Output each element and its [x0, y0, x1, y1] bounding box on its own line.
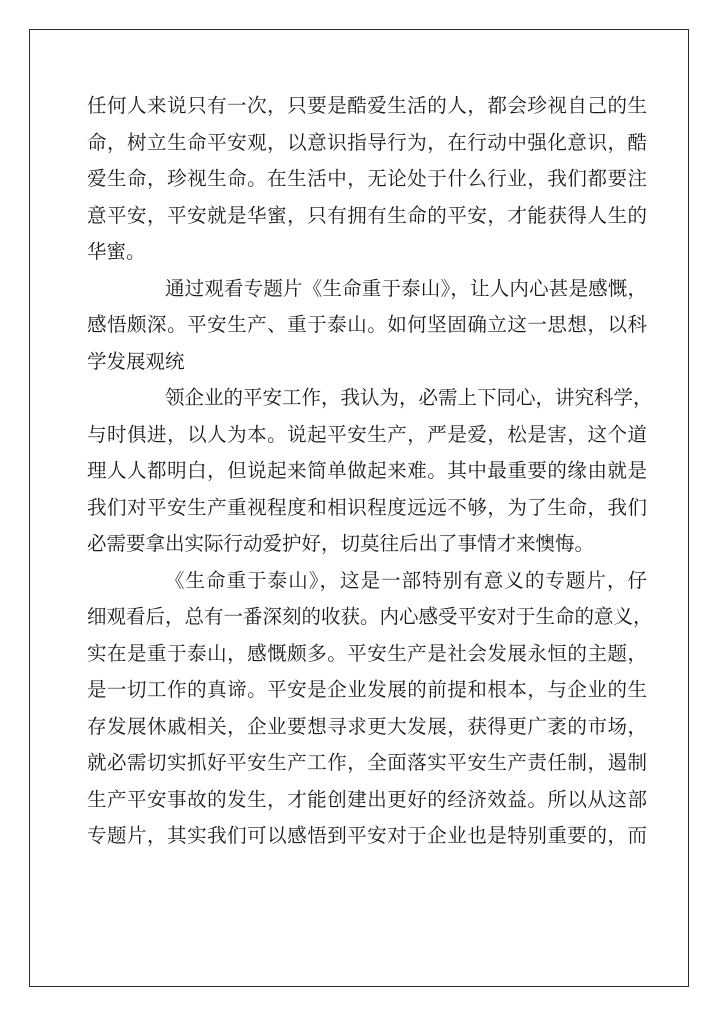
text-line: 感悟颇深。平安生产、重于泰山。如何坚固确立这一思想，以科	[87, 313, 647, 336]
text-line: 就必需切实抓好平安生产工作，全面落实平安生产责任制，遏制	[87, 751, 647, 774]
text-line: 细观看后，总有一番深刻的收获。内心感受平安对于生命的意义，	[87, 605, 653, 628]
text-line: 必需要拿出实际行动爱护好，切莫往后出了事情才来懊悔。	[87, 532, 595, 555]
text-line: 华蜜。	[87, 240, 146, 263]
text-line: 我们对平安生产重视程度和相识程度远远不够，为了生命，我们	[87, 495, 647, 519]
text-line: 理人人都明白，但说起来简单做起来难。其中最重要的缘由就是	[87, 459, 647, 482]
text-line: 学发展观统	[87, 349, 185, 373]
document-body	[87, 88, 653, 855]
text-line: 任何人来说只有一次，只要是酷爱生活的人，都会珍视自己的生	[87, 94, 647, 117]
text-line: 生产平安事故的发生，才能创建出更好的经济效益。所以从这部	[87, 787, 647, 811]
text-line: 是一切工作的真谛。平安是企业发展的前提和根本，与企业的生	[87, 678, 647, 701]
text-line: 命，树立生命平安观，以意识指导行为，在行动中强化意识，酷	[87, 130, 647, 154]
text-line: 专题片，其实我们可以感悟到平安对于企业也是特别重要的，而	[87, 824, 647, 847]
paragraph-first-line: 通过观看专题片《生命重于泰山》，让人内心甚是感慨，	[165, 276, 647, 300]
text-line: 与时俱进，以人为本。说起平安生产，严是爱，松是害，这个道	[87, 422, 647, 446]
text-line: 实在是重于泰山，感慨颇多。平安生产是社会发展永恒的主题，	[87, 641, 647, 665]
text-line: 爱生命，珍视生命。在生活中，无论处于什么行业，我们都要注	[87, 167, 647, 190]
paragraph-first-line: 领企业的平安工作，我认为，必需上下同心，讲究科学，	[165, 386, 653, 409]
text-line: 存发展休戚相关，企业要想寻求更大发展，获得更广袤的市场，	[87, 714, 647, 738]
text-line: 意平安，平安就是华蜜，只有拥有生命的平安，才能获得人生的	[87, 203, 647, 227]
paragraph-first-line: 《生命重于泰山》，这是一部特别有意义的专题片，仔	[165, 568, 647, 592]
